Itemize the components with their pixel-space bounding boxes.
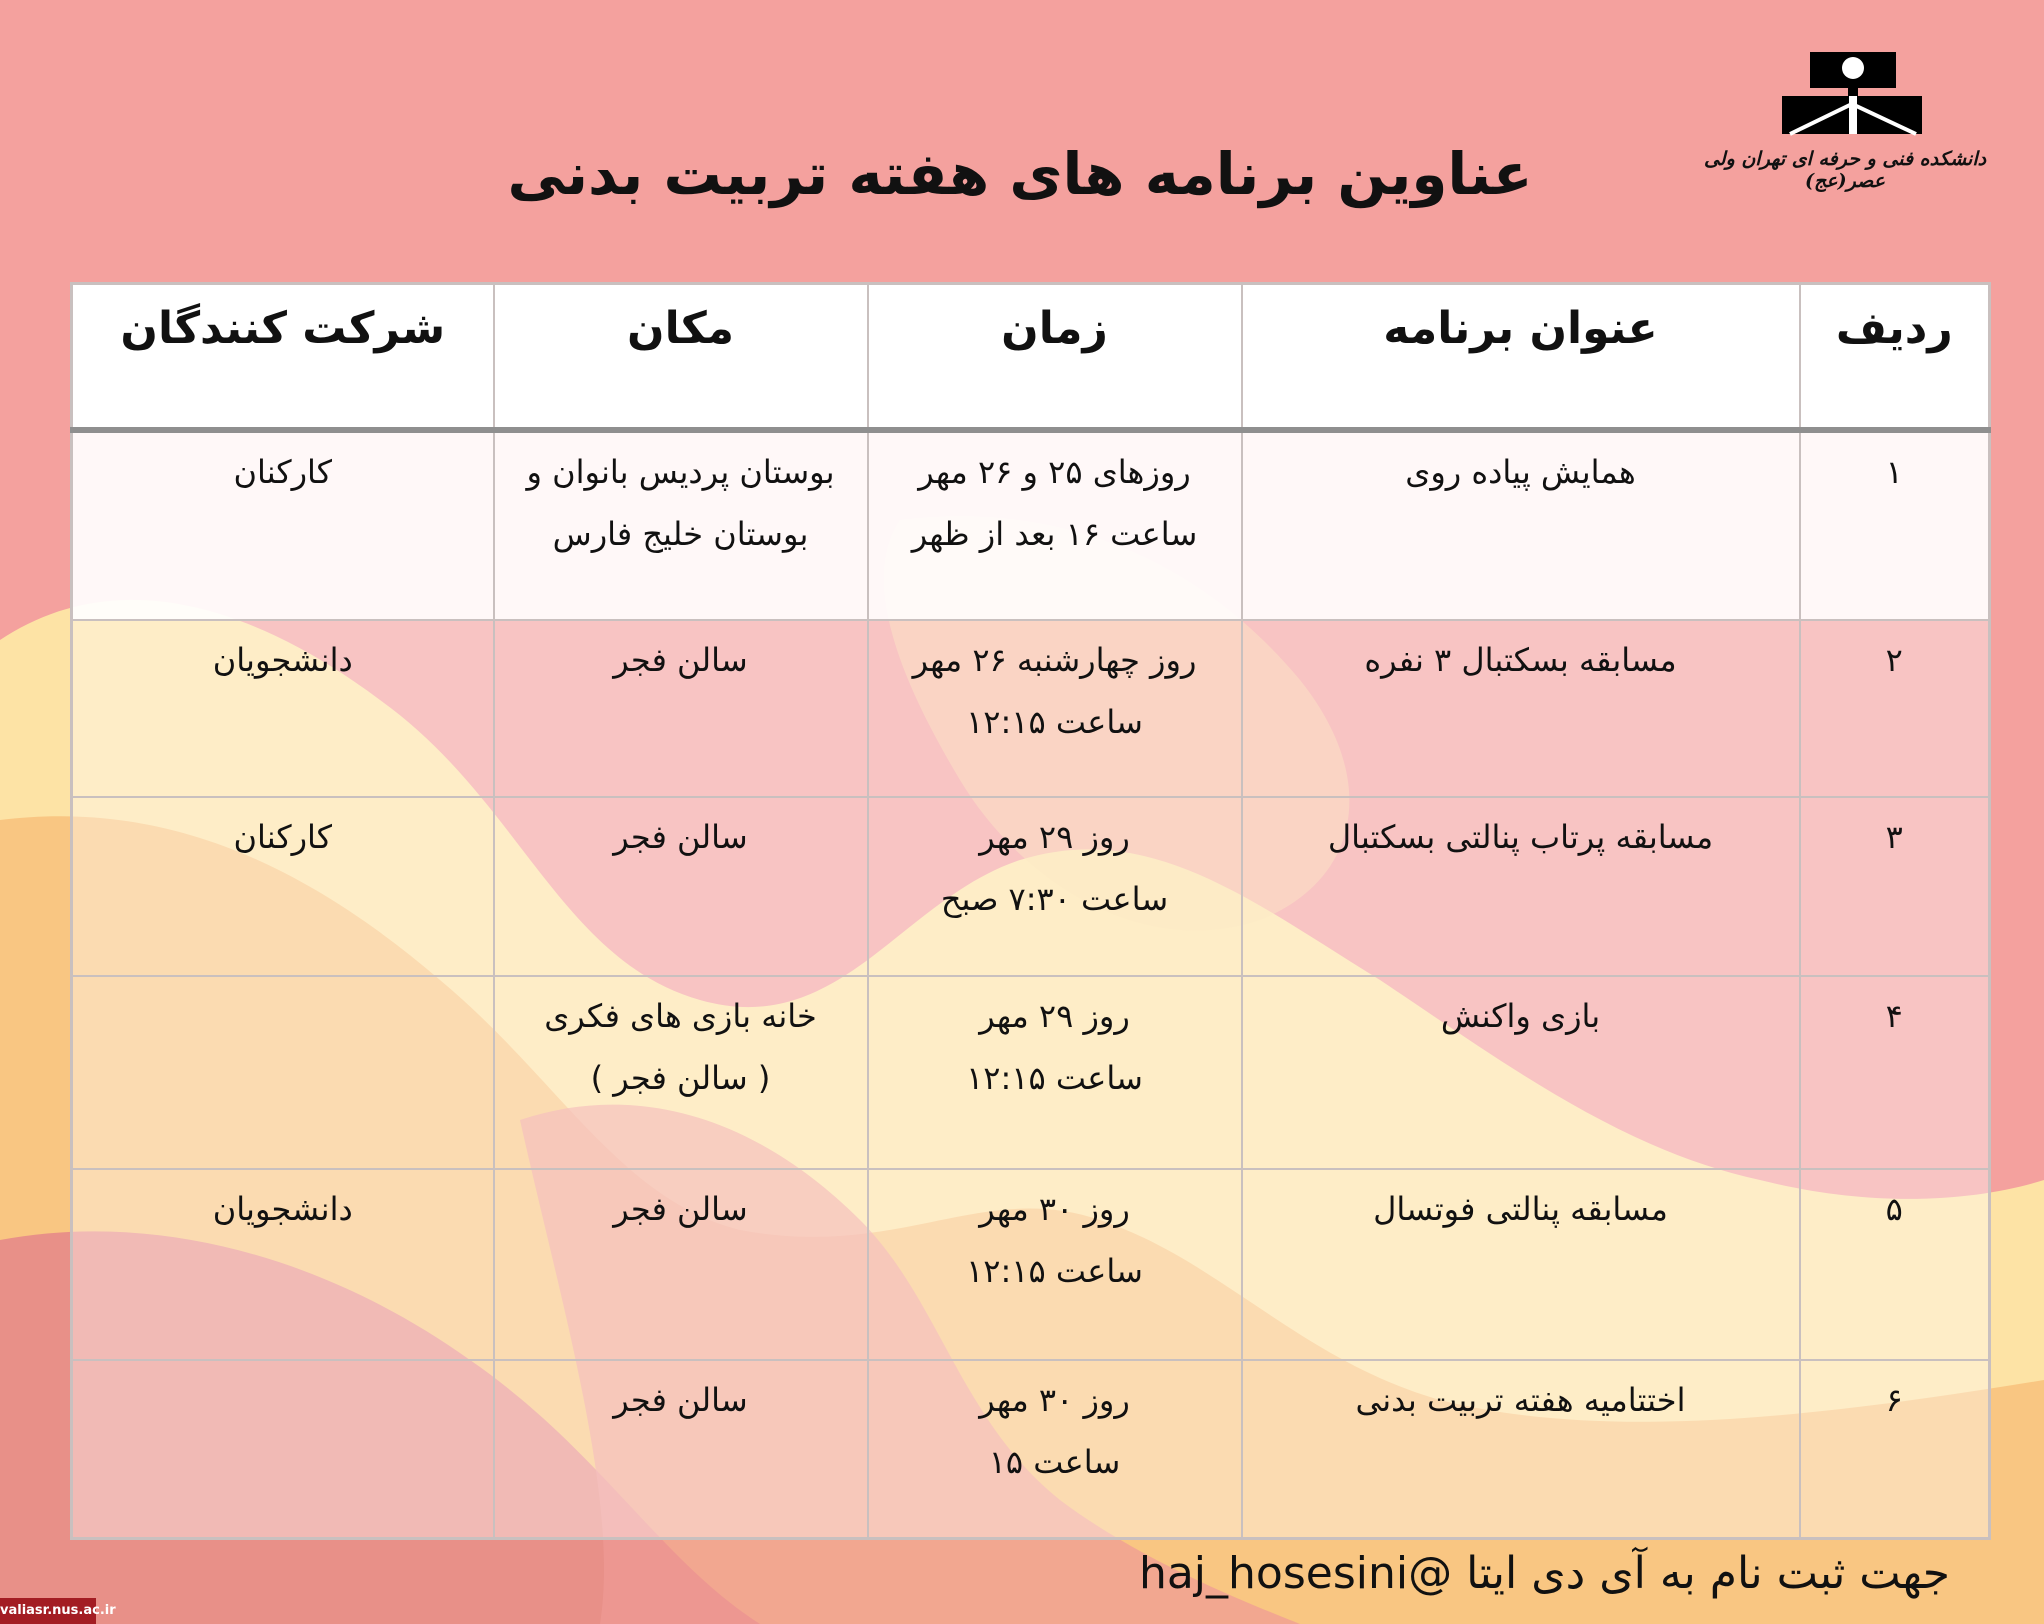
row-participants: کارکنان xyxy=(72,797,494,976)
row-index: ۲ xyxy=(1800,620,1990,797)
place-line: ( سالن فجر ) xyxy=(590,1058,771,1097)
row-time xyxy=(868,797,1242,976)
table-row xyxy=(72,1169,1990,1360)
time-line: ساعت ۱۲:۱۵ xyxy=(966,1251,1143,1290)
row-program: اختتامیه هفته تربیت بدنی xyxy=(1242,1360,1800,1539)
row-program: بازی واکنش xyxy=(1242,976,1800,1169)
row-place xyxy=(494,430,868,621)
registration-note: جهت ثبت نام به آی دی ایتا @haj_hosesini xyxy=(1138,1548,1950,1599)
time-line: روز ۳۰ مهر xyxy=(979,1189,1130,1228)
place-line: خانه بازی های فکری xyxy=(544,996,817,1035)
site-watermark: valiasr.nus.ac.ir xyxy=(0,1598,96,1624)
header-program: عنوان برنامه xyxy=(1242,284,1800,430)
row-program: مسابقه بسکتبال ۳ نفره xyxy=(1242,620,1800,797)
header-index: ردیف xyxy=(1800,284,1990,430)
time-line: ساعت ۱۲:۱۵ xyxy=(966,1058,1143,1097)
row-place xyxy=(494,797,868,976)
header-participants: شرکت کنندگان xyxy=(72,284,494,430)
time-line: روز ۲۹ مهر xyxy=(979,818,1130,857)
place-line: سالن فجر xyxy=(613,641,748,680)
row-participants: کارکنان xyxy=(72,430,494,621)
time-line: روزهای ۲۵ و ۲۶ مهر xyxy=(918,452,1191,491)
row-participants xyxy=(72,1360,494,1539)
program-schedule-table xyxy=(70,282,1991,1540)
time-line: ساعت ۱۲:۱۵ xyxy=(966,703,1143,742)
row-index: ۱ xyxy=(1800,430,1990,621)
row-index: ۴ xyxy=(1800,976,1990,1169)
table-row xyxy=(72,1360,1990,1539)
table-row xyxy=(72,797,1990,976)
table-row xyxy=(72,430,1990,621)
place-line: سالن فجر xyxy=(613,818,748,857)
time-line: ساعت ۷:۳۰ صبح xyxy=(940,880,1169,919)
row-participants: دانشجویان xyxy=(72,1169,494,1360)
table-row xyxy=(72,976,1990,1169)
table-row xyxy=(72,620,1990,797)
time-line: روز ۲۹ مهر xyxy=(979,996,1130,1035)
time-line: ساعت ۱۵ xyxy=(988,1442,1121,1481)
time-line: ساعت ۱۶ بعد از ظهر xyxy=(911,514,1198,553)
header-place: مکان xyxy=(494,284,868,430)
row-time xyxy=(868,1360,1242,1539)
row-participants xyxy=(72,976,494,1169)
row-place xyxy=(494,620,868,797)
place-line: بوستان خلیج فارس xyxy=(552,514,809,553)
row-index: ۶ xyxy=(1800,1360,1990,1539)
row-place xyxy=(494,976,868,1169)
place-line: سالن فجر xyxy=(613,1189,748,1228)
row-program: مسابقه پرتاب پنالتی بسکتبال xyxy=(1242,797,1800,976)
place-line: سالن فجر xyxy=(613,1380,748,1419)
row-place xyxy=(494,1360,868,1539)
row-place xyxy=(494,1169,868,1360)
row-index: ۵ xyxy=(1800,1169,1990,1360)
row-participants: دانشجویان xyxy=(72,620,494,797)
row-index: ۳ xyxy=(1800,797,1990,976)
time-line: روز ۳۰ مهر xyxy=(979,1380,1130,1419)
row-time xyxy=(868,430,1242,621)
time-line: روز چهارشنبه ۲۶ مهر xyxy=(912,641,1197,680)
row-program: همایش پیاده روی xyxy=(1242,430,1800,621)
place-line: بوستان پردیس بانوان و xyxy=(526,452,835,491)
table-header-row xyxy=(72,284,1990,430)
row-time xyxy=(868,620,1242,797)
row-time xyxy=(868,976,1242,1169)
header-time: زمان xyxy=(868,284,1242,430)
row-program: مسابقه پنالتی فوتسال xyxy=(1242,1169,1800,1360)
row-time xyxy=(868,1169,1242,1360)
page-title: عناوین برنامه های هفته تربیت بدنی xyxy=(507,140,1533,208)
logo-caption: دانشکده فنی و حرفه ای تهران ولی عصر(عج) xyxy=(1703,148,1987,192)
